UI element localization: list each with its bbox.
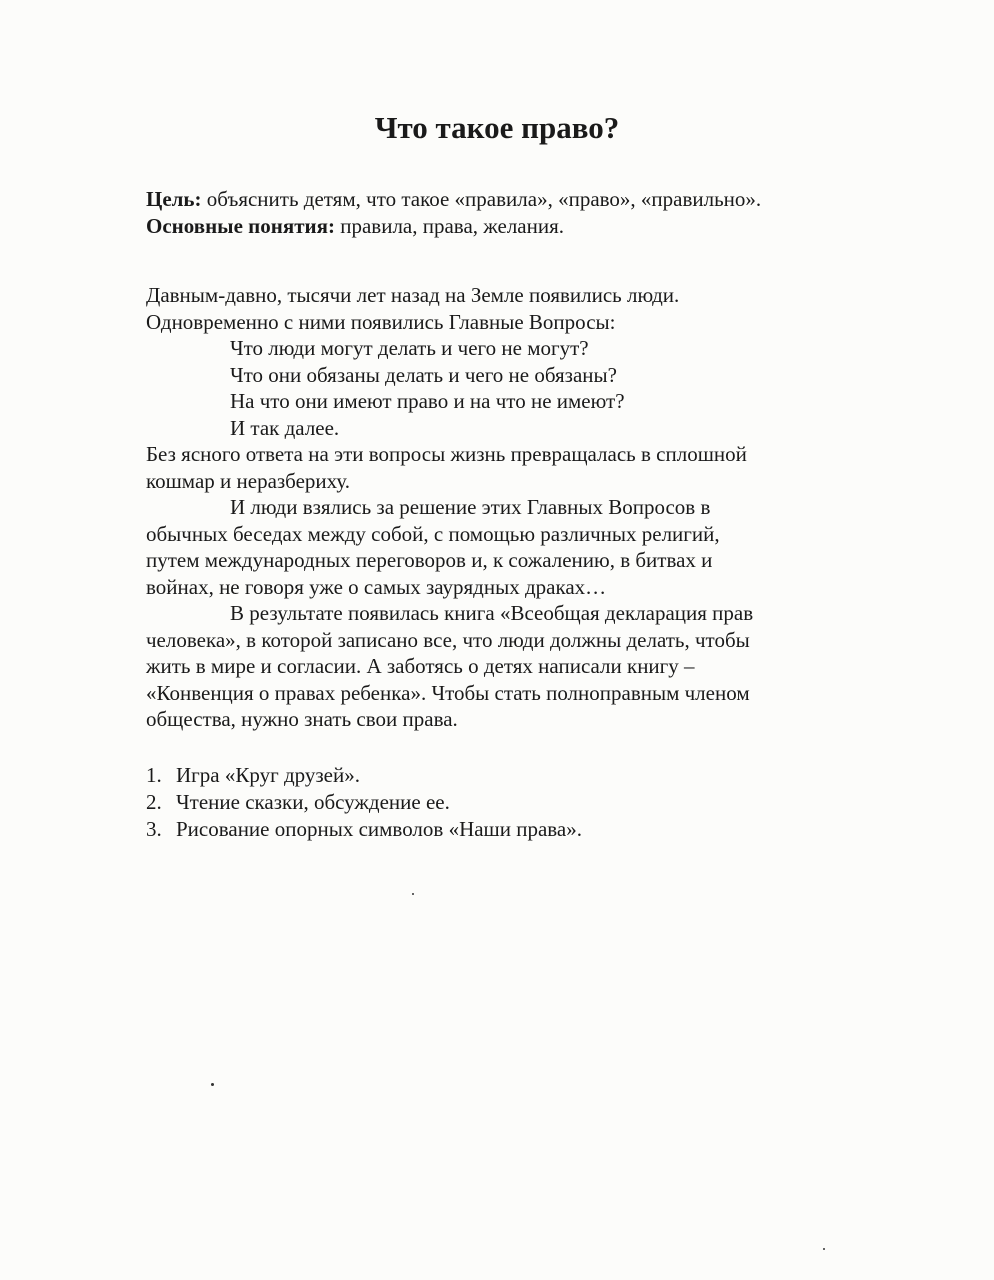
goal-label: Цель: [146, 187, 202, 211]
list-item [146, 789, 906, 816]
scan-speck [823, 1248, 825, 1250]
question-line: Что они обязаны делать и чего не обязаны? [230, 362, 617, 387]
list-item [146, 762, 906, 789]
paragraph-line: общества, нужно знать свои права. [146, 707, 458, 731]
paragraph-line: «Конвенция о правах ребенка». Чтобы стать полноправным членом [146, 680, 750, 705]
concepts-text: правила, права, желания. [334, 214, 565, 238]
list-item-number: 1. [146, 763, 162, 787]
lesson-meta [146, 186, 906, 240]
list-item-text: Игра «Круг друзей». [176, 763, 360, 787]
paragraph-line: Без ясного ответа на эти вопросы жизнь превращалась в сплошной [146, 442, 747, 466]
question-line: Что люди могут делать и чего не могут? [230, 336, 589, 360]
concepts-line [146, 213, 906, 240]
paragraph-line: И люди взялись за решение этих Главных Вопросов в [230, 495, 711, 519]
list-item-text: Чтение сказки, обсуждение ее. [176, 790, 450, 814]
scan-speck [412, 893, 414, 895]
concepts-label: Основные понятия: [146, 214, 335, 238]
paragraph-line: человека», в которой записано все, что люди должны делать, чтобы [146, 627, 750, 652]
goal-line [146, 186, 906, 213]
paragraph-line: войнах, не говоря уже о самых заурядных драках… [146, 574, 607, 599]
paragraph-line: кошмар и неразбериху. [146, 468, 351, 493]
body-line: Одновременно с ними появились Главные Вопросы: [146, 309, 616, 334]
list-item-text: Рисование опорных символов «Наши права». [176, 817, 582, 841]
question-line: На что они имеют право и на что не имеют? [230, 389, 625, 413]
list-item-number: 3. [146, 817, 162, 841]
scan-speck [211, 1083, 214, 1086]
paragraph-line: В результате появилась книга «Всеобщая декларация прав [230, 601, 754, 625]
story-text [146, 282, 906, 733]
paragraph-line: жить в мире и согласии. А заботясь о детях написали книгу – [146, 654, 695, 678]
activity-list [146, 762, 906, 843]
paragraph-line: обычных беседах между собой, с помощью различных религий, [146, 521, 720, 546]
question-line: И так далее. [230, 415, 340, 440]
list-item-number: 2. [146, 790, 162, 814]
page-title: Что такое право? [374, 110, 620, 145]
list-item [146, 816, 906, 843]
goal-text: объяснить детям, что такое «правила», «право», «правильно». [201, 187, 762, 211]
body-line: Давным-давно, тысячи лет назад на Земле появились люди. [146, 283, 680, 307]
paragraph-line: путем международных переговоров и, к сожалению, в битвах и [146, 548, 713, 572]
